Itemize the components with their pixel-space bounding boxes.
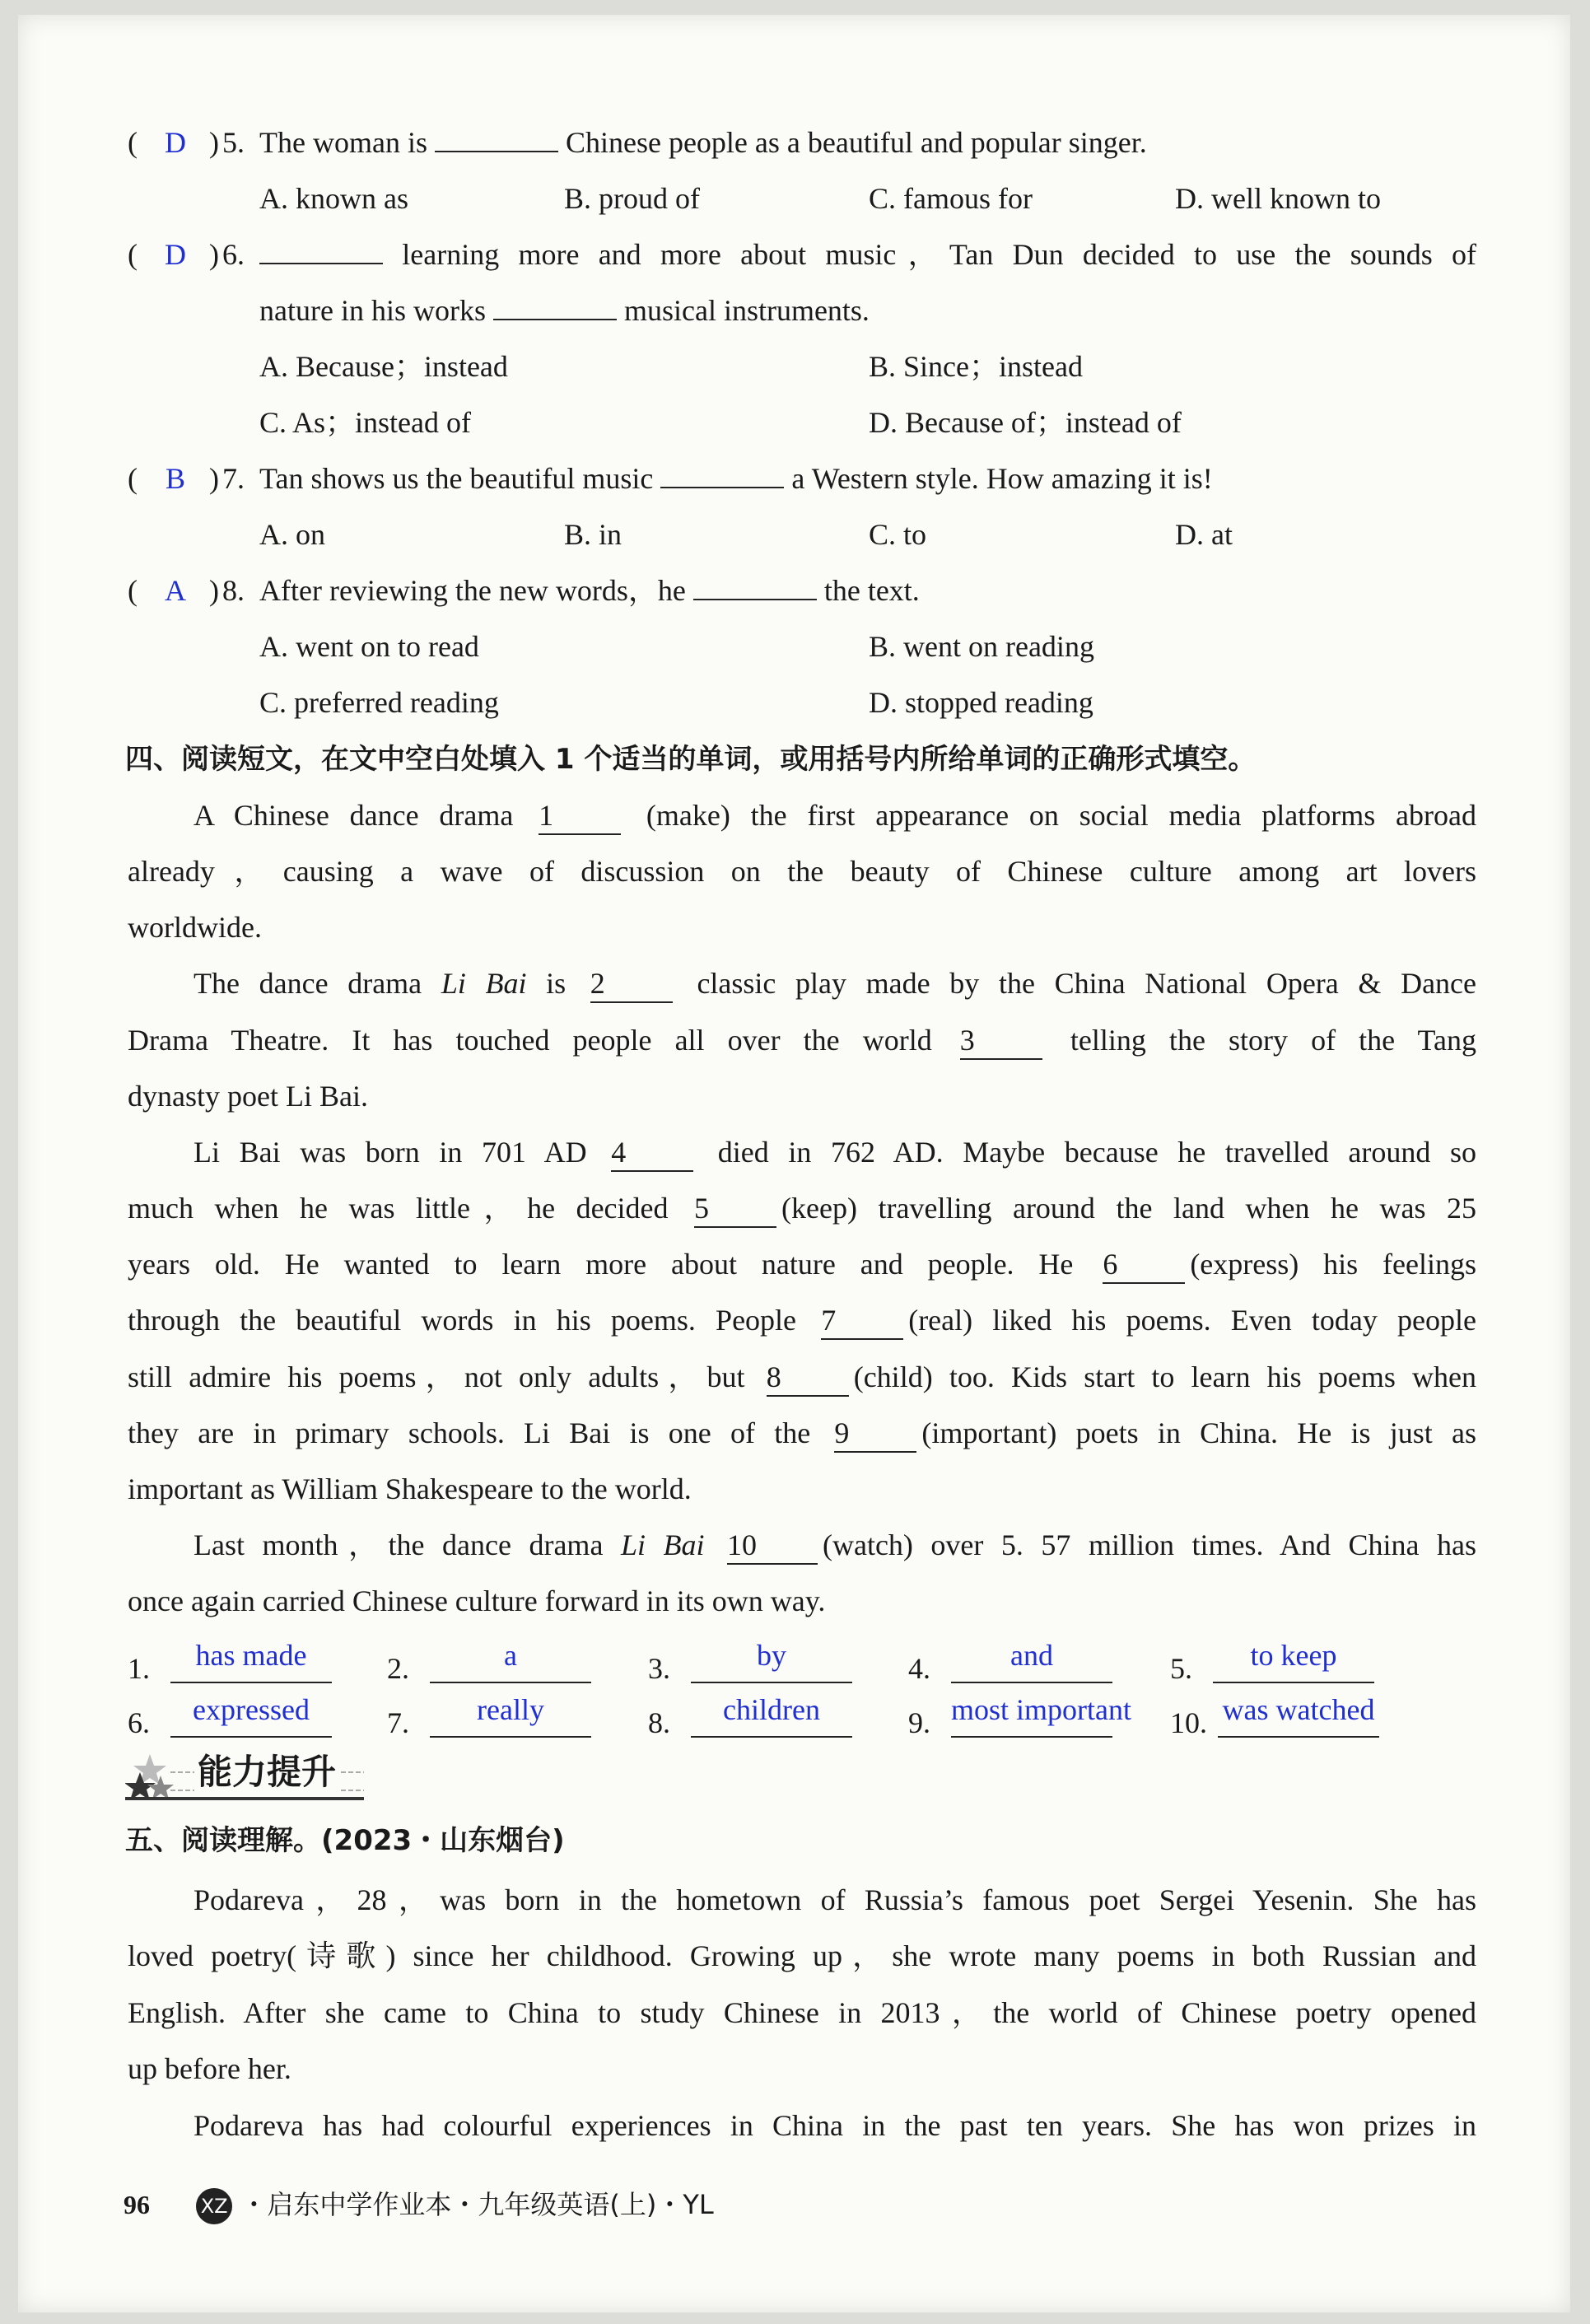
- paren-open: (: [128, 574, 138, 607]
- paren-open: (: [128, 462, 138, 495]
- passage-line: [128, 1012, 1476, 1068]
- section-badge: [125, 1748, 364, 1799]
- passage-text: Podareva has had colourful experiences in China in the past ten years. She has won prizes in: [194, 2108, 1476, 2142]
- passage-text: already，causing a wave of discussion on the beauty of Chinese culture among art lovers: [128, 855, 1476, 889]
- option-a: A. went on to read: [259, 630, 479, 663]
- question-number: 8.: [222, 574, 245, 607]
- answer-letter: B: [165, 462, 185, 495]
- paren-close: ): [209, 126, 219, 159]
- option-d: D. well known to: [1175, 182, 1381, 215]
- answer-number: 10.: [1170, 1706, 1207, 1739]
- passage-text: (keep) travelling around the land when he was 25: [781, 1192, 1476, 1225]
- passage-text: (express) his feelings: [1190, 1248, 1476, 1281]
- answer-value: expressed: [170, 1688, 332, 1738]
- passage-text: still admire his poems，not only adults，but: [128, 1360, 762, 1393]
- passage-line: [128, 1405, 1476, 1461]
- answer-number: 3.: [648, 1652, 670, 1685]
- page-number: 96: [124, 2190, 150, 2219]
- passage-text: worldwide.: [128, 911, 262, 945]
- stem-text: nature in his works: [259, 294, 486, 327]
- answer-number: 5.: [1170, 1652, 1192, 1685]
- stem-text: a Western style. How amazing it is!: [791, 462, 1213, 495]
- question-number: 6.: [222, 238, 245, 271]
- option-d: D. Because of；instead of: [869, 406, 1182, 439]
- numbered-blank: 5: [694, 1192, 776, 1228]
- option-b: B. went on reading: [869, 630, 1094, 663]
- passage-text: through the beautiful words in his poems. People: [128, 1304, 817, 1337]
- passage-line: [128, 1180, 1476, 1236]
- stem-text: Tan shows us the beautiful music: [259, 462, 654, 495]
- section-4-heading: 四、阅读短文，在文中空白处填入 1 个适当的单词，或用括号内所给单词的正确形式填空。: [125, 743, 1257, 776]
- passage-text: (important) poets in China. He is just as: [921, 1416, 1476, 1449]
- answer-letter: D: [165, 238, 186, 271]
- answer-value: to keep: [1213, 1634, 1374, 1683]
- option-d: D. stopped reading: [869, 686, 1093, 719]
- numbered-blank: 9: [834, 1416, 916, 1453]
- section-5-heading: 五、阅读理解。(2023・山东烟台): [125, 1824, 565, 1857]
- numbered-blank: 6: [1103, 1248, 1185, 1284]
- answer-letter: D: [165, 126, 186, 159]
- answer-number: 4.: [908, 1652, 930, 1685]
- passage-line: [128, 1124, 1476, 1180]
- italic-title: Li Bai: [441, 967, 527, 1001]
- numbered-blank: 1: [539, 799, 621, 835]
- page-footer: [124, 2182, 714, 2227]
- passage-line: [128, 1292, 1476, 1348]
- question-number: 5.: [222, 126, 245, 159]
- book-title: ・启东中学作业本・九年级英语(上)・YL: [240, 2189, 714, 2220]
- passage-text: much when he was little，he decided: [128, 1192, 690, 1225]
- stem-text: After reviewing the new words，he: [259, 574, 686, 607]
- option-c: C. to: [869, 518, 927, 551]
- answer-number: 1.: [128, 1652, 150, 1685]
- question-number: 7.: [222, 462, 245, 495]
- passage-text: important as William Shakespeare to the world.: [128, 1472, 692, 1505]
- answer-value: was watched: [1218, 1688, 1379, 1738]
- passage-text: [704, 1528, 722, 1561]
- answer-number: 7.: [387, 1706, 409, 1739]
- numbered-blank: 4: [611, 1136, 693, 1172]
- passage-text: up before her.: [128, 2052, 291, 2086]
- passage-text: Last month，the dance drama: [194, 1528, 621, 1561]
- passage-text: classic play made by the China National Opera & Dance: [677, 967, 1476, 1001]
- answer-letter: A: [165, 574, 186, 607]
- option-b: B. Since；instead: [869, 350, 1083, 383]
- numbered-blank: 10: [727, 1528, 818, 1565]
- answer-blank: [435, 116, 558, 152]
- passage-text: A Chinese dance drama: [194, 799, 534, 832]
- answer-value: and: [951, 1634, 1112, 1683]
- option-a: A. on: [259, 518, 325, 551]
- option-c: C. preferred reading: [259, 686, 499, 719]
- passage-text: years old. He wanted to learn more about nature and people. He: [128, 1248, 1098, 1281]
- numbered-blank: 2: [590, 967, 673, 1003]
- option-d: D. at: [1175, 518, 1233, 551]
- answer-blank: [259, 228, 383, 264]
- stem-text: learning more and more about music，Tan Dun decided to use the sounds of: [402, 238, 1476, 271]
- passage-line: [128, 1068, 368, 1124]
- italic-title: Li Bai: [620, 1528, 705, 1561]
- publisher-logo: XZ: [196, 2188, 232, 2224]
- answer-blank: [660, 452, 784, 488]
- option-c: C. famous for: [869, 182, 1033, 215]
- stem-text: The woman is: [259, 126, 427, 159]
- passage-line: [128, 1461, 692, 1517]
- option-b: B. in: [564, 518, 622, 551]
- numbered-blank: 8: [767, 1360, 849, 1397]
- answer-value: children: [691, 1688, 852, 1738]
- passage-text: (real) liked his poems. Even today people: [908, 1304, 1476, 1337]
- stem-text: musical instruments.: [623, 294, 870, 327]
- passage-text: Drama Theatre. It has touched people all over the world: [128, 1023, 955, 1057]
- passage-text: English. After she came to China to study Chinese in 2013，the world of Chinese poetry opened: [128, 1995, 1476, 2029]
- option-a: A. Because；instead: [259, 350, 508, 383]
- answer-number: 6.: [128, 1706, 150, 1739]
- passage-text: (child) too. Kids start to learn his poems when: [853, 1360, 1476, 1393]
- option-a: A. known as: [259, 182, 408, 215]
- passage-line: [128, 1573, 825, 1629]
- answer-blank: [493, 284, 617, 320]
- stem-text: the text.: [823, 574, 920, 607]
- passage-text: Li Bai was born in 701 AD: [194, 1135, 607, 1169]
- passage-line: [128, 2098, 1476, 2154]
- paren-close: ): [209, 462, 219, 495]
- passage-text: (watch) over 5. 57 million times. And China has: [822, 1528, 1476, 1561]
- passage-line: [128, 843, 1476, 899]
- stem-text: Chinese people as a beautiful and popular singer.: [565, 126, 1147, 159]
- passage-text: died in 762 AD. Maybe because he travelled around so: [698, 1135, 1476, 1169]
- passage-text: once again carried Chinese culture forward in its own way.: [128, 1584, 826, 1618]
- passage-line: [128, 955, 1476, 1011]
- answer-value: has made: [170, 1634, 332, 1683]
- answer-value: a: [430, 1634, 591, 1683]
- passage-text: telling the story of the Tang: [1047, 1023, 1476, 1057]
- passage-line: [128, 1349, 1476, 1405]
- passage-line: [128, 1517, 1476, 1573]
- passage-text: dynasty poet Li Bai.: [128, 1079, 368, 1113]
- paren-close: ): [209, 238, 219, 271]
- paren-open: (: [128, 238, 138, 271]
- answer-value: most important: [951, 1688, 1112, 1738]
- passage-line: [128, 787, 1476, 843]
- answer-number: 8.: [648, 1706, 670, 1739]
- option-b: B. proud of: [564, 182, 700, 215]
- paren-open: (: [128, 126, 138, 159]
- paren-close: ): [209, 574, 219, 607]
- passage-line: [128, 1872, 1476, 1928]
- passage-text: they are in primary schools. Li Bai is one of the: [128, 1416, 830, 1449]
- passage-text: The dance drama: [194, 967, 441, 1001]
- passage-line: [128, 1236, 1476, 1292]
- passage-line: [128, 1985, 1476, 2041]
- numbered-blank: 3: [960, 1024, 1042, 1060]
- passage-line: [128, 2041, 291, 2097]
- passage-line: [128, 899, 262, 955]
- answer-value: by: [691, 1634, 852, 1683]
- passage-text: (make) the first appearance on social media platforms abroad: [626, 799, 1476, 832]
- option-c: C. As；instead of: [259, 406, 471, 439]
- passage-text: is: [526, 967, 585, 1001]
- answer-blank: [693, 564, 817, 600]
- answer-number: 9.: [908, 1706, 930, 1739]
- passage-text: loved poetry(诗歌) since her childhood. Growing up，she wrote many poems in both Russian and: [128, 1939, 1476, 1973]
- passage-line: [128, 1928, 1476, 1984]
- answer-number: 2.: [387, 1652, 409, 1685]
- numbered-blank: 7: [821, 1304, 903, 1340]
- answer-value: really: [430, 1688, 591, 1738]
- passage-text: Podareva，28，was born in the hometown of Russia’s famous poet Sergei Yesenin. She has: [194, 1883, 1476, 1916]
- badge-title: 能力提升: [194, 1749, 339, 1795]
